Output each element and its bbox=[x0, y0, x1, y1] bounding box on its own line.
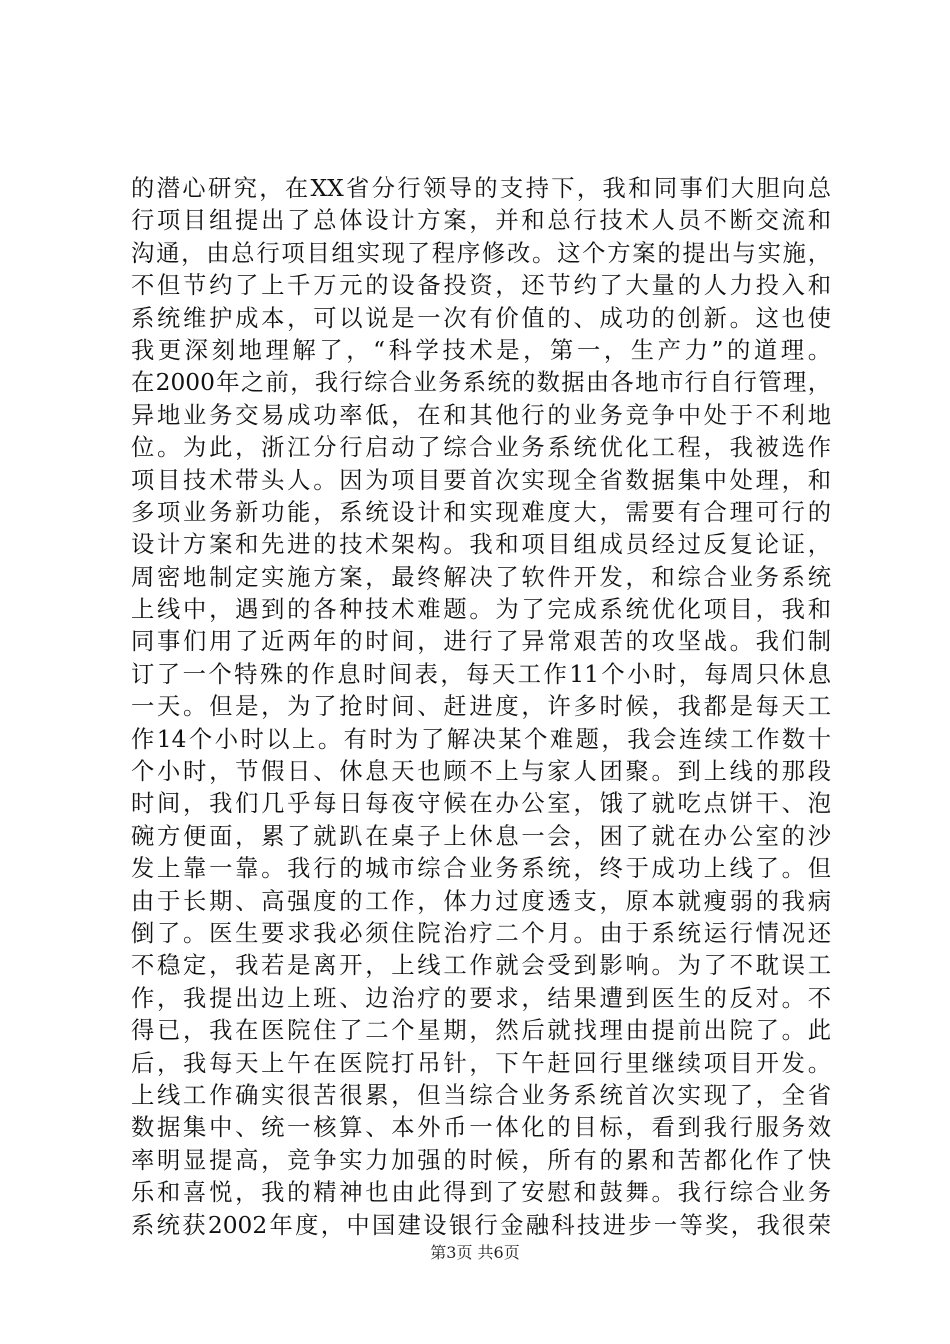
text-line: 异地业务交易成功率低，在和其他行的业务竞争中处于不利地 bbox=[131, 401, 831, 429]
text-line: 的潜心研究，在XX省分行领导的支持下，我和同事们大胆向总 bbox=[131, 175, 831, 202]
text-line: 率明显提高，竞争实力加强的时候，所有的累和苦都化作了快 bbox=[131, 1146, 831, 1174]
text-line: 系统获2002年度，中国建设银行金融科技进步一等奖，我很荣 bbox=[131, 1211, 831, 1239]
text-line: 后，我每天上午在医院打吊针，下午赶回行里继续项目开发。 bbox=[131, 1049, 831, 1077]
text-line: 我更深刻地理解了，“科学技术是，第一，生产力”的道理。 bbox=[131, 336, 831, 364]
text-line: 同事们用了近两年的时间，进行了异常艰苦的攻坚战。我们制 bbox=[131, 628, 831, 656]
text-line: 订了一个特殊的作息时间表，每天工作11个小时，每周只休息 bbox=[131, 660, 831, 688]
text-line: 位。为此，浙江分行启动了综合业务系统优化工程，我被选作 bbox=[131, 434, 831, 462]
text-line: 不稳定，我若是离开，上线工作就会受到影响。为了不耽误工 bbox=[131, 952, 831, 980]
text-line: 作14个小时以上。有时为了解决某个难题，我会连续工作数十 bbox=[131, 725, 831, 753]
text-line: 作，我提出边上班、边治疗的要求，结果遭到医生的反对。不 bbox=[131, 984, 831, 1012]
text-line: 数据集中、统一核算、本外币一体化的目标，看到我行服务效 bbox=[131, 1114, 831, 1142]
text-line: 设计方案和先进的技术架构。我和项目组成员经过反复论证， bbox=[131, 531, 831, 559]
text-line: 由于长期、高强度的工作，体力过度透支，原本就瘦弱的我病 bbox=[131, 887, 831, 915]
text-line: 得已，我在医院住了二个星期，然后就找理由提前出院了。此 bbox=[131, 1017, 831, 1045]
text-line: 系统维护成本，可以说是一次有价值的、成功的创新。这也使 bbox=[131, 304, 831, 332]
text-line: 一天。但是，为了抢时间、赶进度，许多时候，我都是每天工 bbox=[131, 693, 831, 721]
text-line: 发上靠一靠。我行的城市综合业务系统，终于成功上线了。但 bbox=[131, 855, 831, 883]
text-line: 倒了。医生要求我必须住院治疗二个月。由于系统运行情况还 bbox=[131, 919, 831, 947]
text-line: 不但节约了上千万元的设备投资，还节约了大量的人力投入和 bbox=[131, 272, 831, 300]
text-line: 时间，我们几乎每日每夜守候在办公室，饿了就吃点饼干、泡 bbox=[131, 790, 831, 818]
text-line: 行项目组提出了总体设计方案，并和总行技术人员不断交流和 bbox=[131, 207, 831, 235]
text-line: 乐和喜悦，我的精神也由此得到了安慰和鼓舞。我行综合业务 bbox=[131, 1179, 831, 1207]
text-line: 项目技术带头人。因为项目要首次实现全省数据集中处理，和 bbox=[131, 466, 831, 494]
text-line: 个小时，节假日、休息天也顾不上与家人团聚。到上线的那段 bbox=[131, 758, 831, 786]
text-line: 在2000年之前，我行综合业务系统的数据由各地市行自行管理， bbox=[131, 369, 831, 397]
text-line: 周密地制定实施方案，最终解决了软件开发，和综合业务系统 bbox=[131, 563, 831, 591]
text-line: 上线工作确实很苦很累，但当综合业务系统首次实现了，全省 bbox=[131, 1081, 831, 1109]
text-line: 沟通，由总行项目组实现了程序修改。这个方案的提出与实施， bbox=[131, 239, 831, 267]
text-line: 上线中，遇到的各种技术难题。为了完成系统优化项目，我和 bbox=[131, 596, 831, 624]
text-line: 碗方便面，累了就趴在桌子上休息一会，困了就在办公室的沙 bbox=[131, 822, 831, 850]
page-footer: 第3页 共6页 bbox=[430, 1243, 520, 1262]
text-line: 多项业务新功能，系统设计和实现难度大，需要有合理可行的 bbox=[131, 498, 831, 526]
body-text bbox=[131, 173, 831, 1242]
